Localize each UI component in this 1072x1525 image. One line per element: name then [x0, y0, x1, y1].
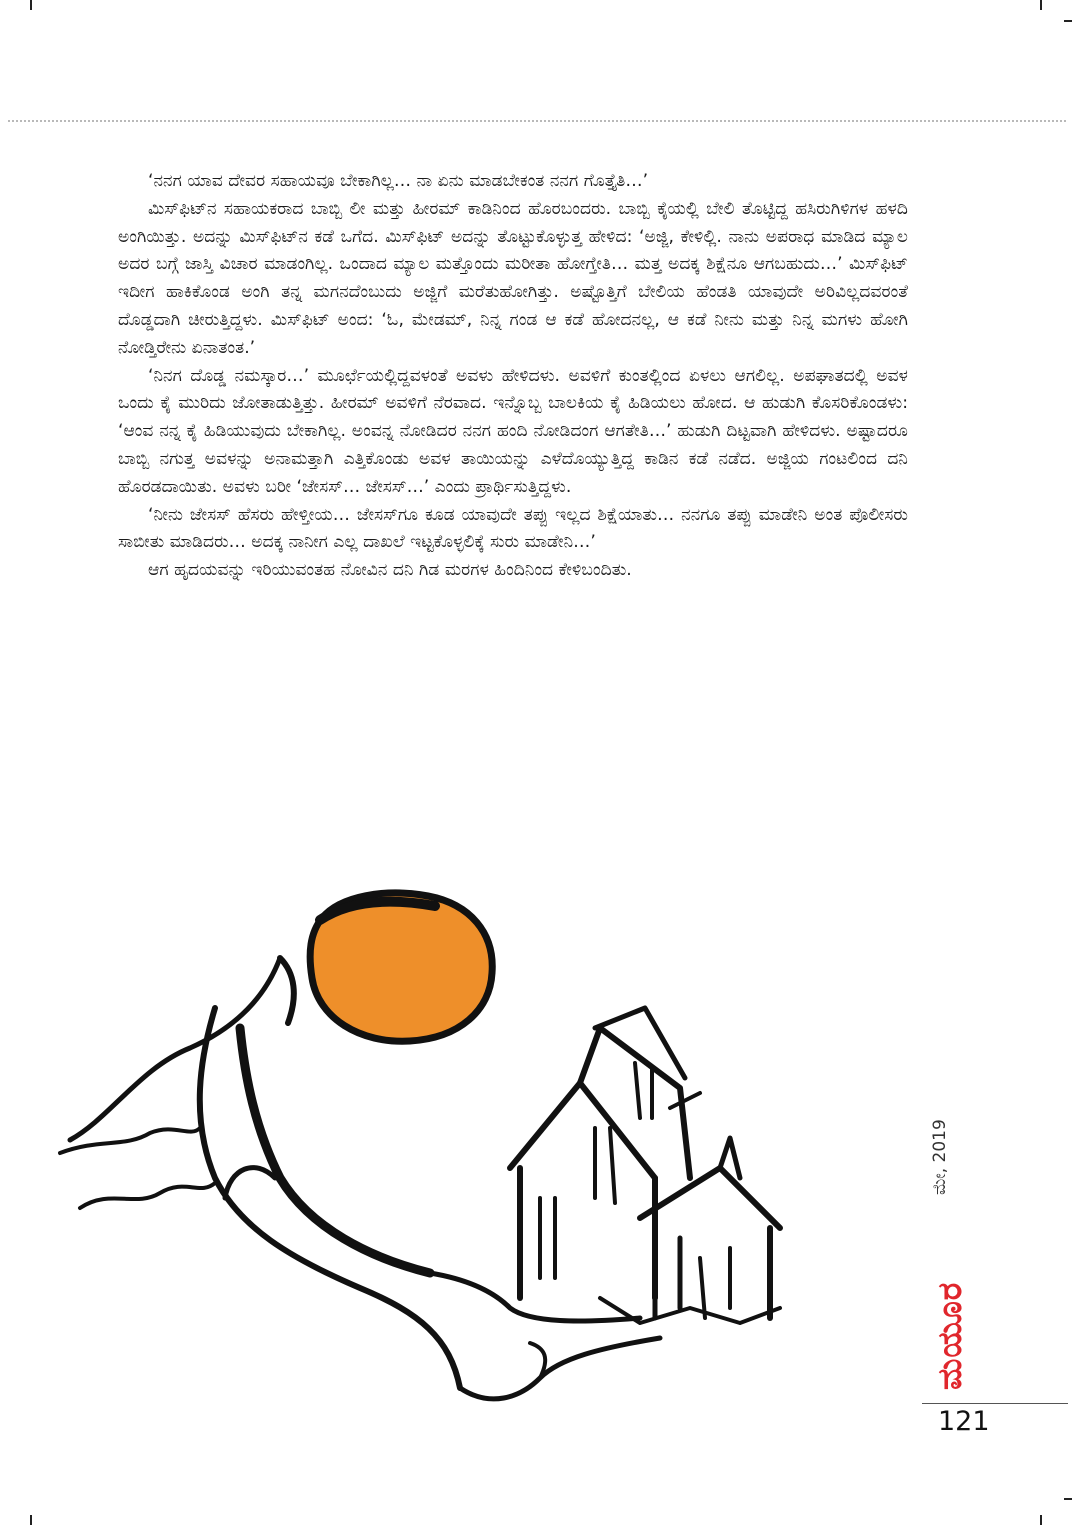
crop-mark-right-upper	[1064, 20, 1072, 22]
houses	[510, 1008, 780, 1323]
crop-mark-top-left	[30, 0, 32, 10]
article-body	[118, 168, 908, 585]
crop-mark-bottom-right	[1040, 1515, 1042, 1525]
paragraph-5: ಆಗ ಹೃದಯವನ್ನು ಇರಿಯುವಂತಹ ನೋವಿನ ದನಿ ಗಿಡ ಮರಗಳ ಹಿಂದಿನಿಂದ ಕೇಳಿಬಂದಿತು.	[148, 560, 632, 581]
ink-illustration	[40, 878, 915, 1438]
magazine-logo: ಮಯೂರ	[930, 1281, 969, 1390]
paragraph-3: ‘ನಿನಗ ದೊಡ್ಡ ನಮಸ್ಕಾರ…’ ಮೂರ್ಛೆಯಲ್ಲಿದ್ದವಳಂತೆ ಅವಳು ಹೇಳಿದಳು. ಅವಳಿಗೆ ಕುಂತಲ್ಲಿಂದ ಏಳಲು ಆಗಲಿಲ್ಲ. ಅಪಘಾತದಲ್ಲಿ ಅವಳ ಒಂದು ಕೈ ಮುರಿದು ಜೋತಾಡುತ್ತಿತ್ತು. ಹೀರಮ್ ಅವಳಿಗೆ ನೆರವಾದ. ಇನ್ನೊಬ್ಬ ಬಾಲಕಿಯ ಕೈ ಹಿಡಿಯಲು ಹೋದ. ಆ ಹುಡುಗಿ ಕೊಸರಿಕೊಂಡಳು: ‘ಆಂವ ನನ್ನ ಕೈ ಹಿಡಿಯುವುದು ಬೇಕಾಗಿಲ್ಲ. ಅಂವನ್ನ ನೋಡಿದರ ನನಗ ಹಂದಿ ನೋಡಿದಂಗ ಆಗತೇತಿ…’ ಹುಡುಗಿ ದಿಟ್ಟವಾಗಿ ಹೇಳಿದಳು. ಅಷ್ಟಾದರೂ ಬಾಬ್ಬಿ ನಗುತ್ತ ಅವಳನ್ನು ಅನಾಮತ್ತಾಗಿ ಎತ್ತಿಕೊಂಡು ಅವಳ ತಾಯಿಯನ್ನು ಎಳೆದೊಯ್ಯುತ್ತಿದ್ದ ಕಾಡಿನ ಕಡೆ ನಡೆದ. ಅಜ್ಜಿಯ ಗಂಟಲಿಂದ ದನಿ ಹೊರಡದಾಯಿತು. ಅವಳು ಬರೀ ‘ಜೇಸಸ್… ಜೇಸಸ್…’ ಎಂದು ಪ್ರಾರ್ಥಿಸುತ್ತಿದ್ದಳು.	[118, 365, 908, 497]
crop-mark-bottom-left	[30, 1515, 32, 1525]
crop-mark-right-lower	[1064, 1498, 1072, 1500]
paragraph-4: ‘ನೀನು ಜೇಸಸ್ ಹೆಸರು ಹೇಳ್ತೀಯ… ಜೇಸಸ್‌ಗೂ ಕೂಡ ಯಾವುದೇ ತಪ್ಪು ಇಲ್ಲದ ಶಿಕ್ಷೆಯಾತು… ನನಗೂ ತಪ್ಪು ಮಾಡೇನಿ ಅಂತ ಪೊಲೀಸರು ಸಾಬೀತು ಮಾಡಿದರು… ಅದಕ್ಕ ನಾನೀಗ ಎಲ್ಲ ದಾಖಲೆ ಇಟ್ಟಕೊಳ್ಳಲಿಕ್ಕೆ ಸುರು ಮಾಡೇನಿ…’	[118, 504, 908, 553]
header-dotted-rule	[8, 120, 1066, 122]
paragraph-2: ಮಿಸ್‌ಫಿಟ್‌ನ ಸಹಾಯಕರಾದ ಬಾಬ್ಬಿ ಲೀ ಮತ್ತು ಹೀರಮ್ ಕಾಡಿನಿಂದ ಹೊರಬಂದರು. ಬಾಬ್ಬಿ ಕೈಯಲ್ಲಿ ಬೇಲಿ ತೊಟ್ಟಿದ್ದ ಹಸಿರುಗಿಳಿಗಳ ಹಳದಿ ಅಂಗಿಯಿತ್ತು. ಅದನ್ನು ಮಿಸ್‌ಫಿಟ್‌ನ ಕಡೆ ಒಗೆದ. ಮಿಸ್‌ಫಿಟ್ ಅದನ್ನು ತೊಟ್ಟುಕೊಳ್ಳುತ್ತ ಹೇಳಿದ: ‘ಅಜ್ಜಿ, ಕೇಳಿಲ್ಲಿ. ನಾನು ಅಪರಾಧ ಮಾಡಿದ ಮ್ಯಾಲ ಅದರ ಬಗ್ಗೆ ಜಾಸ್ತಿ ವಿಚಾರ ಮಾಡಂಗಿಲ್ಲ. ಒಂದಾದ ಮ್ಯಾಲ ಮತ್ತೊಂದು ಮರೀತಾ ಹೋಗ್ತೇತಿ… ಮತ್ತ ಅದಕ್ಕ ಶಿಕ್ಷೆನೂ ಆಗಬಹುದು…’ ಮಿಸ್‌ಫಿಟ್ ಇದೀಗ ಹಾಕಿಕೊಂಡ ಅಂಗಿ ತನ್ನ ಮಗನದೆಂಬುದು ಅಜ್ಜಿಗೆ ಮರೆತುಹೋಗಿತ್ತು. ಅಷ್ಟೊತ್ತಿಗೆ ಬೇಲಿಯ ಹೆಂಡತಿ ಯಾವುದೇ ಅರಿವಿಲ್ಲದವರಂತೆ ದೊಡ್ಡದಾಗಿ ಚೀರುತ್ತಿದ್ದಳು. ಮಿಸ್‌ಫಿಟ್ ಅಂದ: ‘ಓ, ಮೇಡಮ್, ನಿನ್ನ ಗಂಡ ಆ ಕಡೆ ಹೋದನಲ್ಲ, ಆ ಕಡೆ ನೀನು ಮತ್ತು ನಿನ್ನ ಮಗಳು ಹೋಗಿ ನೋಡ್ತಿರೇನು ಏನಾತಂತ.’	[118, 198, 908, 358]
page-number: 121	[938, 1406, 990, 1437]
paragraph-1: ‘ನನಗ ಯಾವ ದೇವರ ಸಹಾಯವೂ ಬೇಕಾಗಿಲ್ಲ… ನಾ ಏನು ಮಾಡಬೇಕಂತ ನನಗ ಗೊತ್ತೈತಿ…’	[148, 171, 649, 191]
crop-mark-top-right	[1040, 0, 1042, 10]
issue-date: ಮೇ, 2019	[930, 1119, 950, 1195]
page-number-rule	[922, 1403, 1068, 1404]
